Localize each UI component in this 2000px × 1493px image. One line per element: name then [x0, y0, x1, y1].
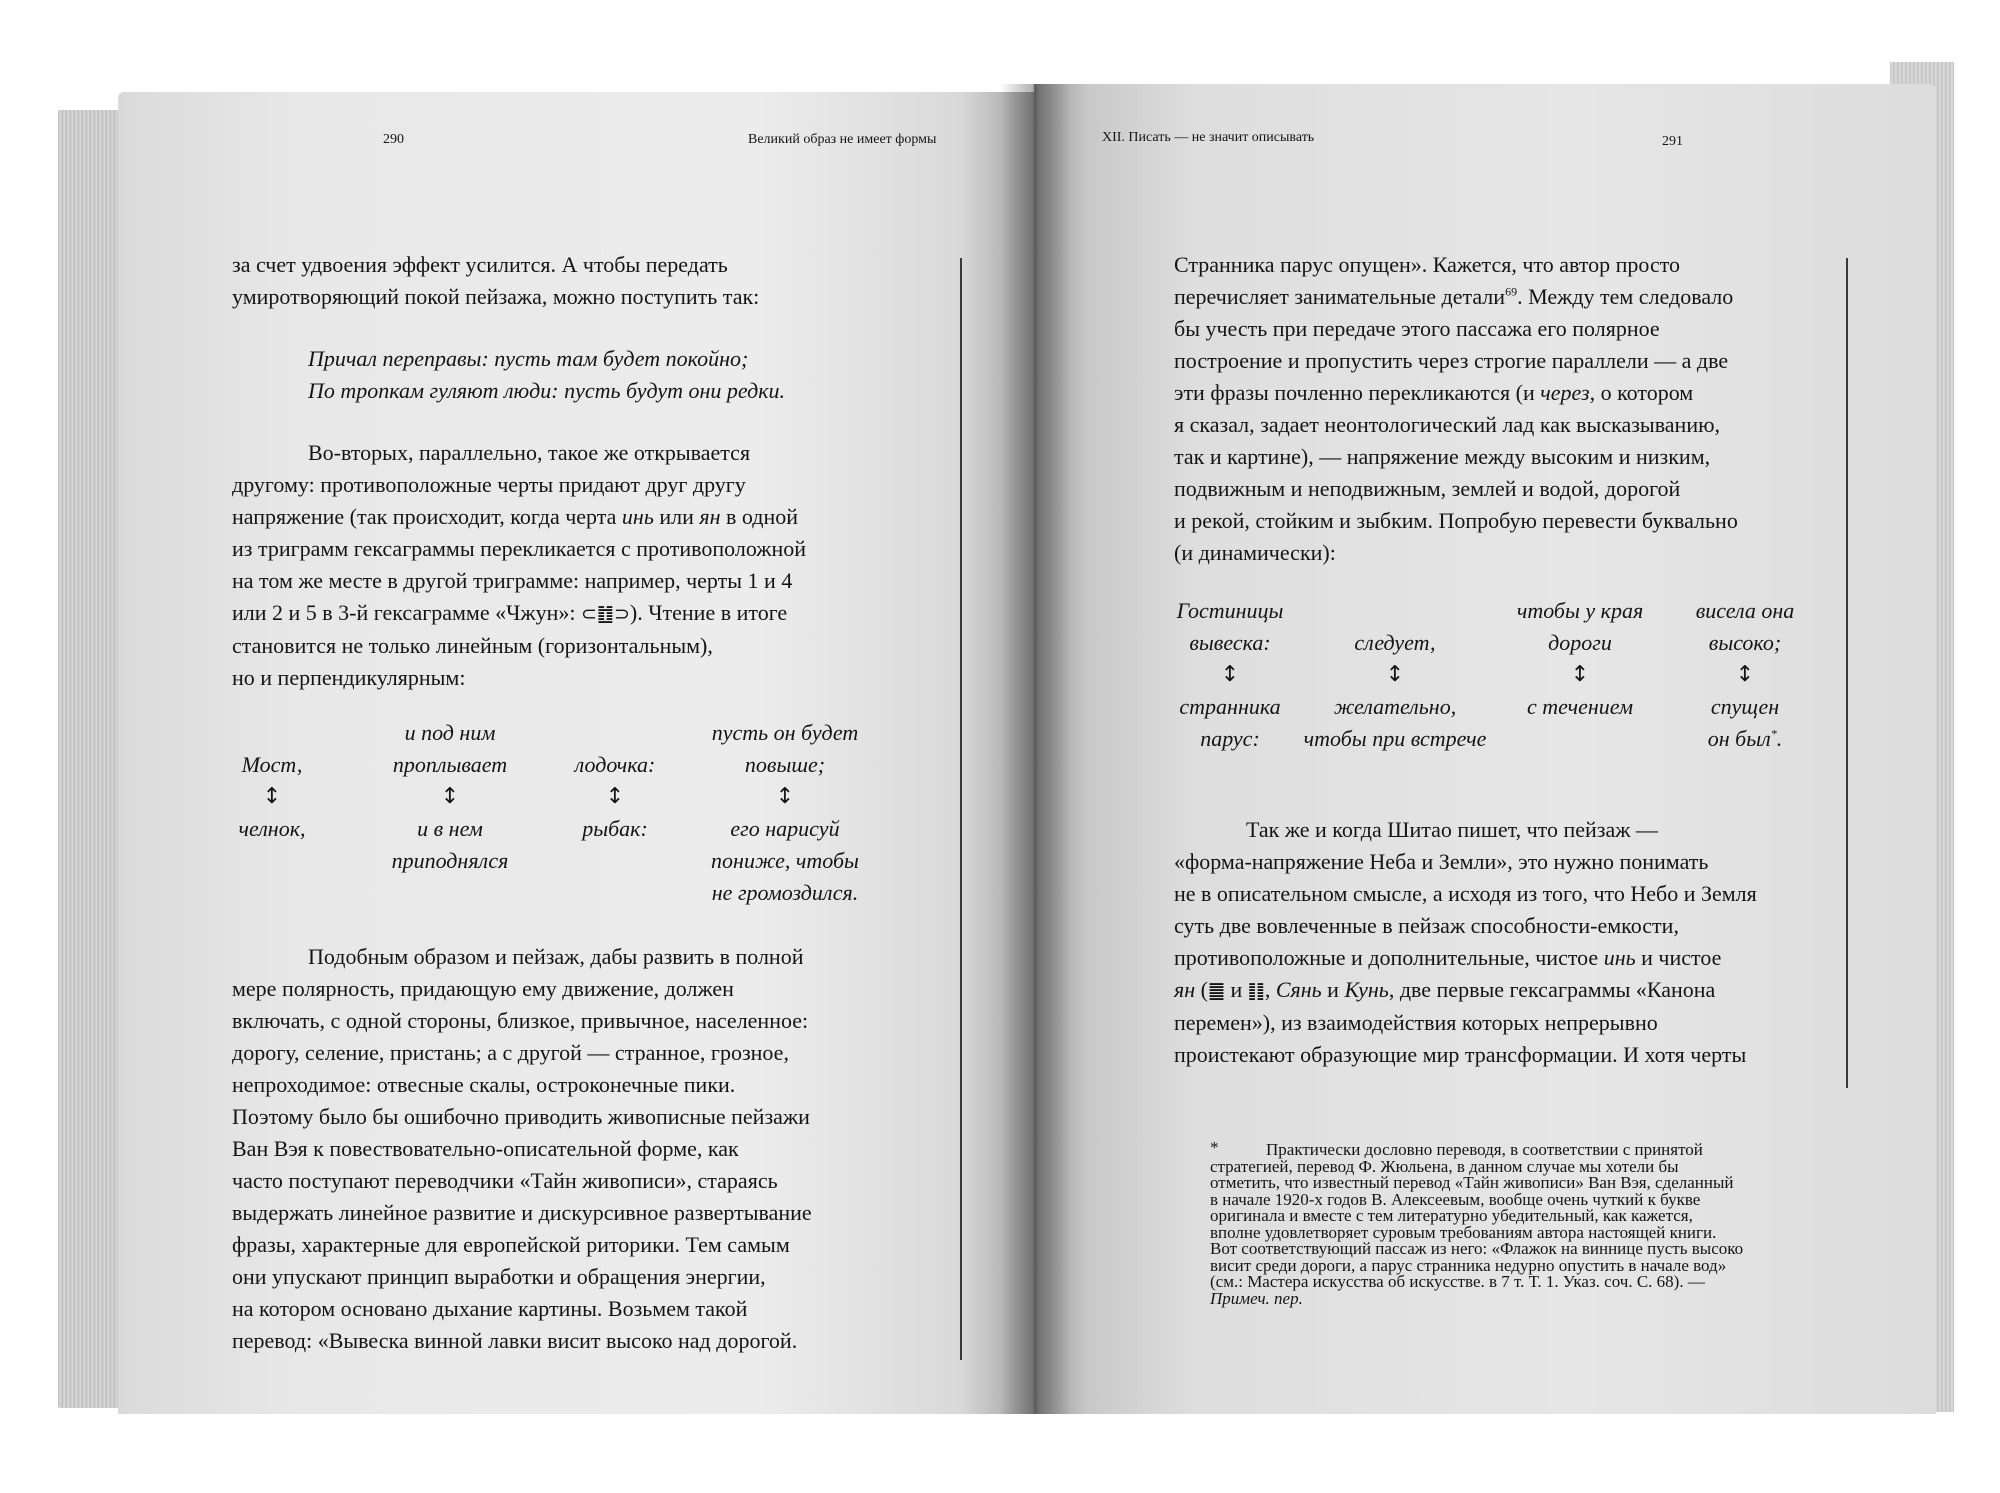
text-line: (и динамически): [1174, 540, 1336, 565]
footnote-marker-star: * [1210, 1138, 1219, 1157]
text-line: перевод: «Вывеска винной лавки висит высоко над дорогой. [232, 1328, 798, 1353]
text-line: фразы, характерные для европейской риторики. Тем самым [232, 1232, 790, 1257]
text-line: за счет удвоения эффект усилится. А чтобы передать [232, 252, 728, 277]
text-line: так и картине), — напряжение между высоким и низким, [1174, 444, 1711, 469]
text-line: не в описательном смысле, а исходя из того, что Небо и Земля [1174, 881, 1757, 906]
right-paragraph-2 [1174, 814, 1757, 1071]
vertical-arrow-icon: ↕ [775, 784, 795, 809]
left-table-column-4: пусть он будет повыше; ↕ его нарисуй пониже, чтобы не громоздился. [695, 717, 875, 909]
text-line: на том же месте в другой триграмме: например, черты 1 и 4 [232, 568, 793, 593]
text-line: или 2 и 5 в 3-й гексаграмме «Чжун»: ⊂䷂⊃). Чтение в итоге [232, 600, 788, 625]
text-line: суть две вовлеченные в пейзаж способности-емкости, [1174, 913, 1679, 938]
text-line: другому: противоположные черты придают друг другу [232, 472, 746, 497]
text-line: часто поступают переводчики «Тайн живописи», стараясь [232, 1168, 778, 1193]
right-paragraph-1 [1174, 249, 1738, 569]
text-line: Во-вторых, параллельно, такое же открывается [308, 440, 751, 465]
vertical-arrow-icon: ↕ [1735, 662, 1755, 687]
vertical-arrow-icon: ↕ [262, 784, 282, 809]
text-line: становится не только линейным (горизонтальным), [232, 633, 713, 658]
text-line: противоположные и дополнительные, чистое инь и чистое [1174, 945, 1722, 970]
left-paragraph-3 [232, 941, 812, 1357]
footnote-line: вполне удовлетворяет суровым требованиям автора настоящей книги. [1210, 1222, 1717, 1242]
text-line: эти фразы почленно перекликаются (и через, о котором [1174, 380, 1694, 405]
text-line: перечисляет занимательные детали$^{69}$. Между тем следовало [1174, 284, 1734, 309]
left-table-column-2: и под ним проплывает ↕ и в нем приподнялся [375, 717, 525, 877]
vertical-arrow-icon: ↕ [1570, 662, 1590, 687]
text-line: непроходимое: отвесные скалы, остроконечные пики. [232, 1072, 736, 1097]
right-running-head: XII. Писать — не значит описывать [1102, 130, 1315, 145]
text-line: Так же и когда Шитао пишет, что пейзаж — [1246, 817, 1658, 842]
text-line: напряжение (так происходит, когда черта инь или ян в одной [232, 504, 799, 529]
left-verse [308, 343, 785, 407]
left-margin-rule [960, 258, 962, 1360]
left-page-stack-edge [58, 110, 122, 1408]
right-margin-rule [1846, 258, 1848, 1088]
text-line: мере полярность, придающую ему движение, должен [232, 976, 734, 1001]
footnote-line: в начале 1920-х годов В. Алексеевым, вообще очень чуткий к букве [1210, 1189, 1701, 1209]
left-table-column-3: лодочка: ↕ рыбак: [555, 717, 675, 845]
footnote-line: висит среди дороги, а парус странника недурно опустить в начале вод» [1210, 1255, 1727, 1275]
text-line: Поэтому было бы ошибочно приводить живописные пейзажи [232, 1104, 810, 1129]
right-table-column-3: чтобы у края дороги ↕ с течением [1500, 595, 1660, 723]
footnote [1210, 1138, 1744, 1308]
left-page-number: 290 [383, 132, 404, 147]
right-table-column-1: Гостиницы вывеска: ↕ странника парус: [1160, 595, 1300, 755]
text-line: ян (䷀ и ䷁, Сянь и Кунь, две первые гексаграммы «Канона [1174, 977, 1716, 1002]
right-table-column-4: висела она высоко; ↕ спущен он был*. [1670, 595, 1820, 755]
left-paragraph-2 [232, 437, 806, 694]
text-line: включать, с одной стороны, близкое, привычное, населенное: [232, 1008, 809, 1033]
text-line: перемен»), из взаимодействия которых непрерывно [1174, 1010, 1658, 1035]
hexagram-zhun-symbol: ⊂䷂⊃ [581, 603, 630, 625]
footnote-line: отметить, что известный перевод «Тайн живописи» Ван Вэя, сделанный [1210, 1173, 1734, 1192]
text-line: но и перпендикулярным: [232, 665, 466, 690]
hexagram-qian-symbol: ䷀ [1207, 980, 1226, 1002]
footnote-line: Практически дословно переводя, в соответствии с принятой [1266, 1140, 1703, 1159]
text-line: Странника парус опущен». Кажется, что автор просто [1174, 252, 1681, 277]
text-line: Ван Вэя к повествовательно-описательной форме, как [232, 1136, 739, 1161]
footnote-ref: 69 [1505, 284, 1518, 299]
text-line: из триграмм гексаграммы перекликается с противоположной [232, 536, 807, 561]
hexagram-kun-symbol: ䷁ [1247, 980, 1265, 1002]
text-line: построение и пропустить через строгие параллели — а две [1174, 348, 1729, 373]
left-running-head: Великий образ не имеет формы [748, 132, 937, 147]
text-line: бы учесть при передаче этого пассажа его полярное [1174, 316, 1660, 341]
footnote-signature: Примеч. пер. [1210, 1288, 1303, 1308]
text-line: на котором основано дыхание картины. Возьмем такой [232, 1296, 748, 1321]
footnote-line: (см.: Мастера искусства об искусстве. в 7 т. Т. 1. Указ. соч. С. 68). — [1210, 1272, 1705, 1291]
right-page-number: 291 [1662, 134, 1683, 149]
text-line: «форма-напряжение Неба и Земли», это нужно понимать [1174, 849, 1709, 874]
text-line: дорогу, селение, пристань; а с другой — странное, грозное, [232, 1040, 789, 1065]
footnote-line: стратегией, перевод Ф. Жюльена, в данном случае мы хотели бы [1210, 1156, 1679, 1176]
verse-line: Причал переправы: пусть там будет покойно; [308, 346, 749, 371]
book-gutter [1000, 84, 1070, 1414]
text-line: умиротворяющий покой пейзажа, можно поступить так: [232, 284, 760, 309]
right-table-column-2: следует, ↕ желательно, чтобы при встрече [1290, 595, 1500, 755]
text-line: я сказал, задает неонтологический лад как высказыванию, [1174, 412, 1721, 437]
vertical-arrow-icon: ↕ [1385, 662, 1405, 687]
text-line: выдержать линейное развитие и дискурсивное развертывание [232, 1200, 812, 1225]
left-table-column-1: Мост, ↕ челнок, [212, 717, 332, 845]
verse-line: По тропкам гуляют люди: пусть будут они редки. [308, 378, 786, 403]
footnote-line: Вот соответствующий пассаж из него: «Флажок на виннице пусть высоко [1210, 1239, 1744, 1258]
text-line: проистекают образующие мир трансформации. И хотя черты [1174, 1042, 1747, 1067]
vertical-arrow-icon: ↕ [1220, 662, 1240, 687]
vertical-arrow-icon: ↕ [605, 784, 625, 809]
left-paragraph-1 [232, 249, 759, 313]
vertical-arrow-icon: ↕ [440, 784, 460, 809]
text-line: подвижным и неподвижным, землей и водой, дорогой [1174, 476, 1681, 501]
text-line: они упускают принцип выработки и обращения энергии, [232, 1264, 766, 1289]
text-line: и рекой, стойким и зыбким. Попробую перевести буквально [1174, 508, 1738, 533]
footnote-line: оригинала и вместе с тем литературно убедительный, как кажется, [1210, 1206, 1693, 1225]
footnote-marker: * [1770, 726, 1777, 741]
text-line: Подобным образом и пейзаж, дабы развить в полной [308, 944, 804, 969]
